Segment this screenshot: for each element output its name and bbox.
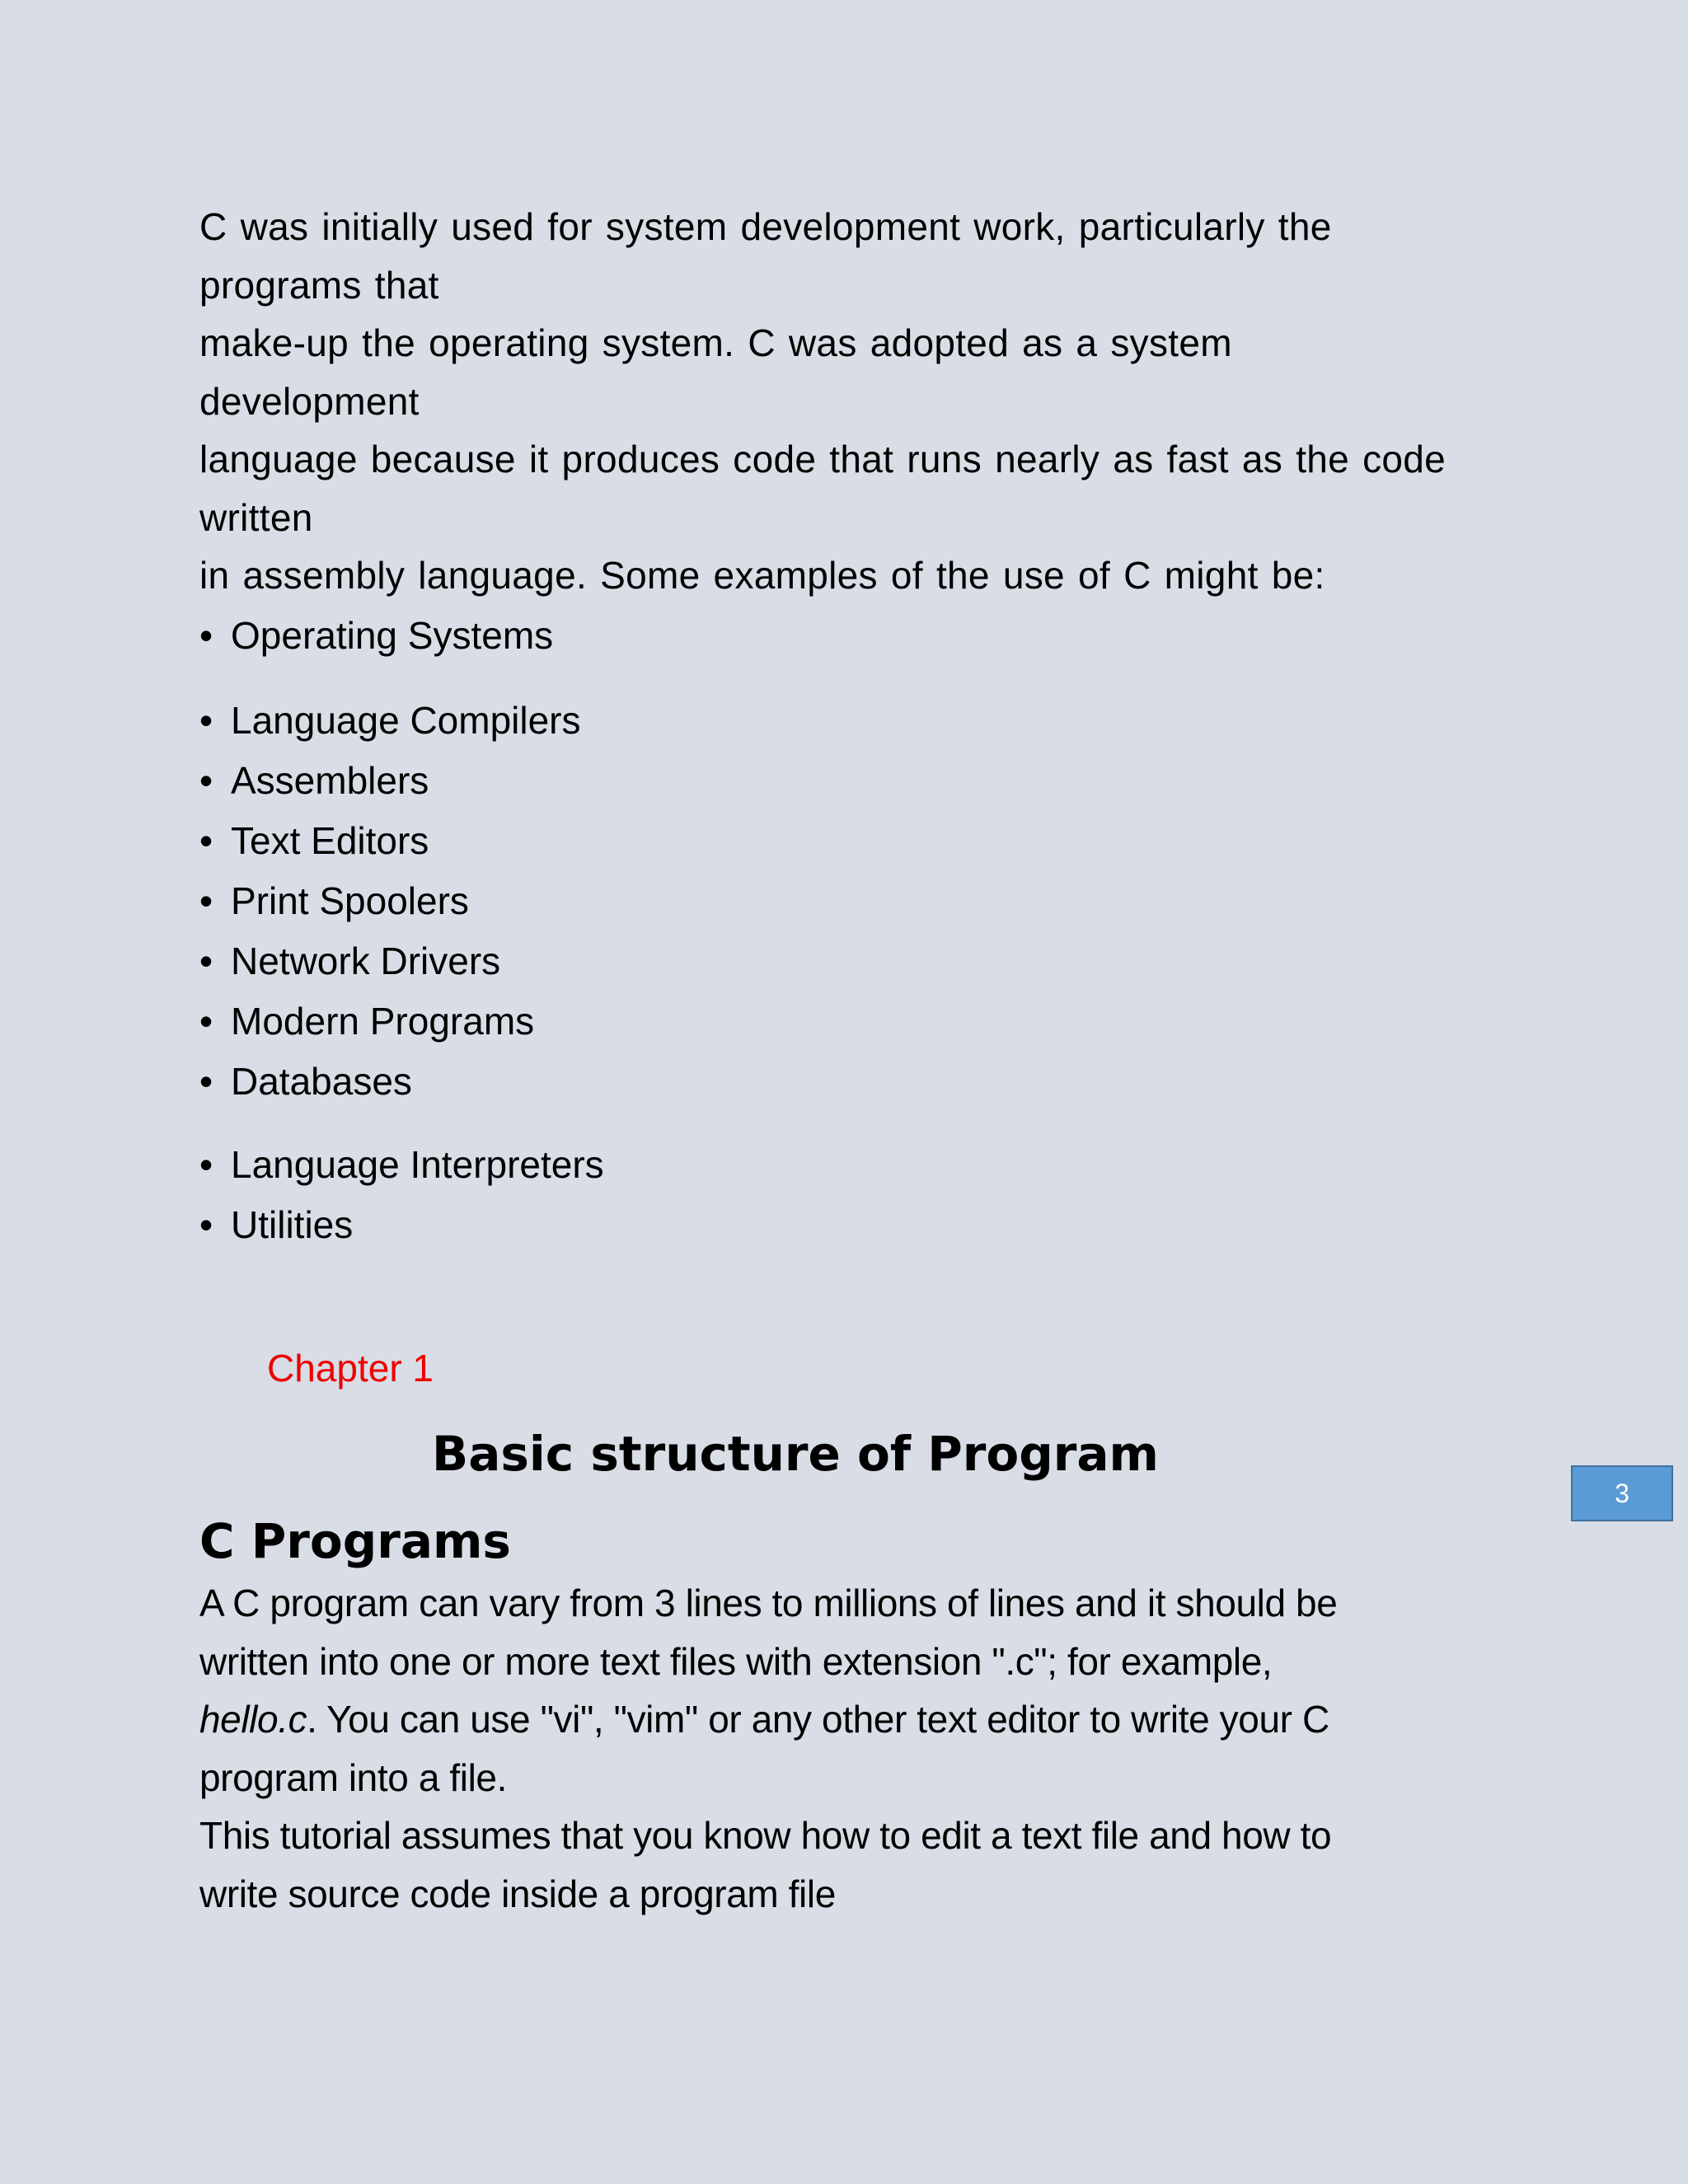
paragraph-line: . You can use "vi", "vim" or any other text editor to write your C: [307, 1698, 1329, 1741]
bullet-icon: •: [199, 1060, 213, 1103]
paragraph: [199, 1574, 1485, 1807]
list-item: [199, 1135, 604, 1195]
bullet-icon: •: [199, 940, 213, 982]
list-item-label: Print Spoolers: [231, 879, 469, 922]
bullet-icon: •: [199, 699, 213, 742]
list-item: [199, 871, 581, 931]
chapter-label: Chapter 1: [267, 1347, 434, 1390]
bullet-icon: •: [199, 879, 213, 922]
section-heading: C Programs: [199, 1513, 511, 1569]
intro-line: in assembly language. Some examples of the use of C might be:: [199, 554, 1325, 597]
list-item-label: Language Compilers: [231, 699, 581, 742]
paragraph-line: This tutorial assumes that you know how to edit a text file and how to: [199, 1814, 1332, 1857]
list-item: [199, 751, 581, 811]
examples-list: [199, 1135, 604, 1255]
list-item-label: Assemblers: [231, 759, 429, 802]
page-number-badge: 3: [1571, 1465, 1673, 1521]
list-item: [199, 931, 581, 991]
bullet-icon: •: [199, 1000, 213, 1043]
list-item-label: Text Editors: [231, 819, 429, 862]
paragraph-line: program into a file.: [199, 1755, 507, 1799]
intro-line: written: [199, 495, 313, 539]
list-item: [199, 811, 581, 871]
list-item: [199, 1052, 581, 1112]
paragraph-line: written into one or more text files with extension ".c"; for example,: [199, 1639, 1273, 1683]
list-item: [199, 691, 581, 751]
paragraph: [199, 1807, 1485, 1923]
list-item-label: Network Drivers: [231, 940, 501, 982]
paragraph-line: write source code inside a program file: [199, 1872, 836, 1915]
intro-line: C was initially used for system development work, particularly the: [199, 205, 1332, 248]
list-item-label: Modern Programs: [231, 1000, 535, 1043]
intro-line: development: [199, 379, 420, 423]
section-body: [199, 1574, 1485, 1923]
list-item-label: Databases: [231, 1060, 412, 1103]
intro-paragraph: [199, 198, 1518, 605]
list-item: [199, 607, 553, 664]
page-title: Basic structure of Program: [432, 1426, 1159, 1482]
bullet-icon: •: [199, 759, 213, 802]
list-item-label: Operating Systems: [231, 614, 554, 657]
list-item-label: Language Interpreters: [231, 1143, 604, 1186]
filename-example: hello.c: [199, 1698, 307, 1741]
list-item-label: Utilities: [231, 1203, 354, 1246]
intro-line: make-up the operating system. C was adopted as a system: [199, 321, 1232, 364]
bullet-icon: •: [199, 614, 213, 657]
intro-line: programs that: [199, 263, 439, 307]
intro-line: language because it produces code that runs nearly as fast as the code: [199, 438, 1447, 480]
bullet-icon: •: [199, 819, 213, 862]
examples-list: [199, 607, 553, 664]
list-item: [199, 991, 581, 1052]
examples-list: [199, 691, 581, 1112]
bullet-icon: •: [199, 1143, 213, 1186]
paragraph-line: A C program can vary from 3 lines to millions of lines and it should be: [199, 1582, 1338, 1624]
list-item: [199, 1195, 604, 1255]
bullet-icon: •: [199, 1203, 213, 1246]
